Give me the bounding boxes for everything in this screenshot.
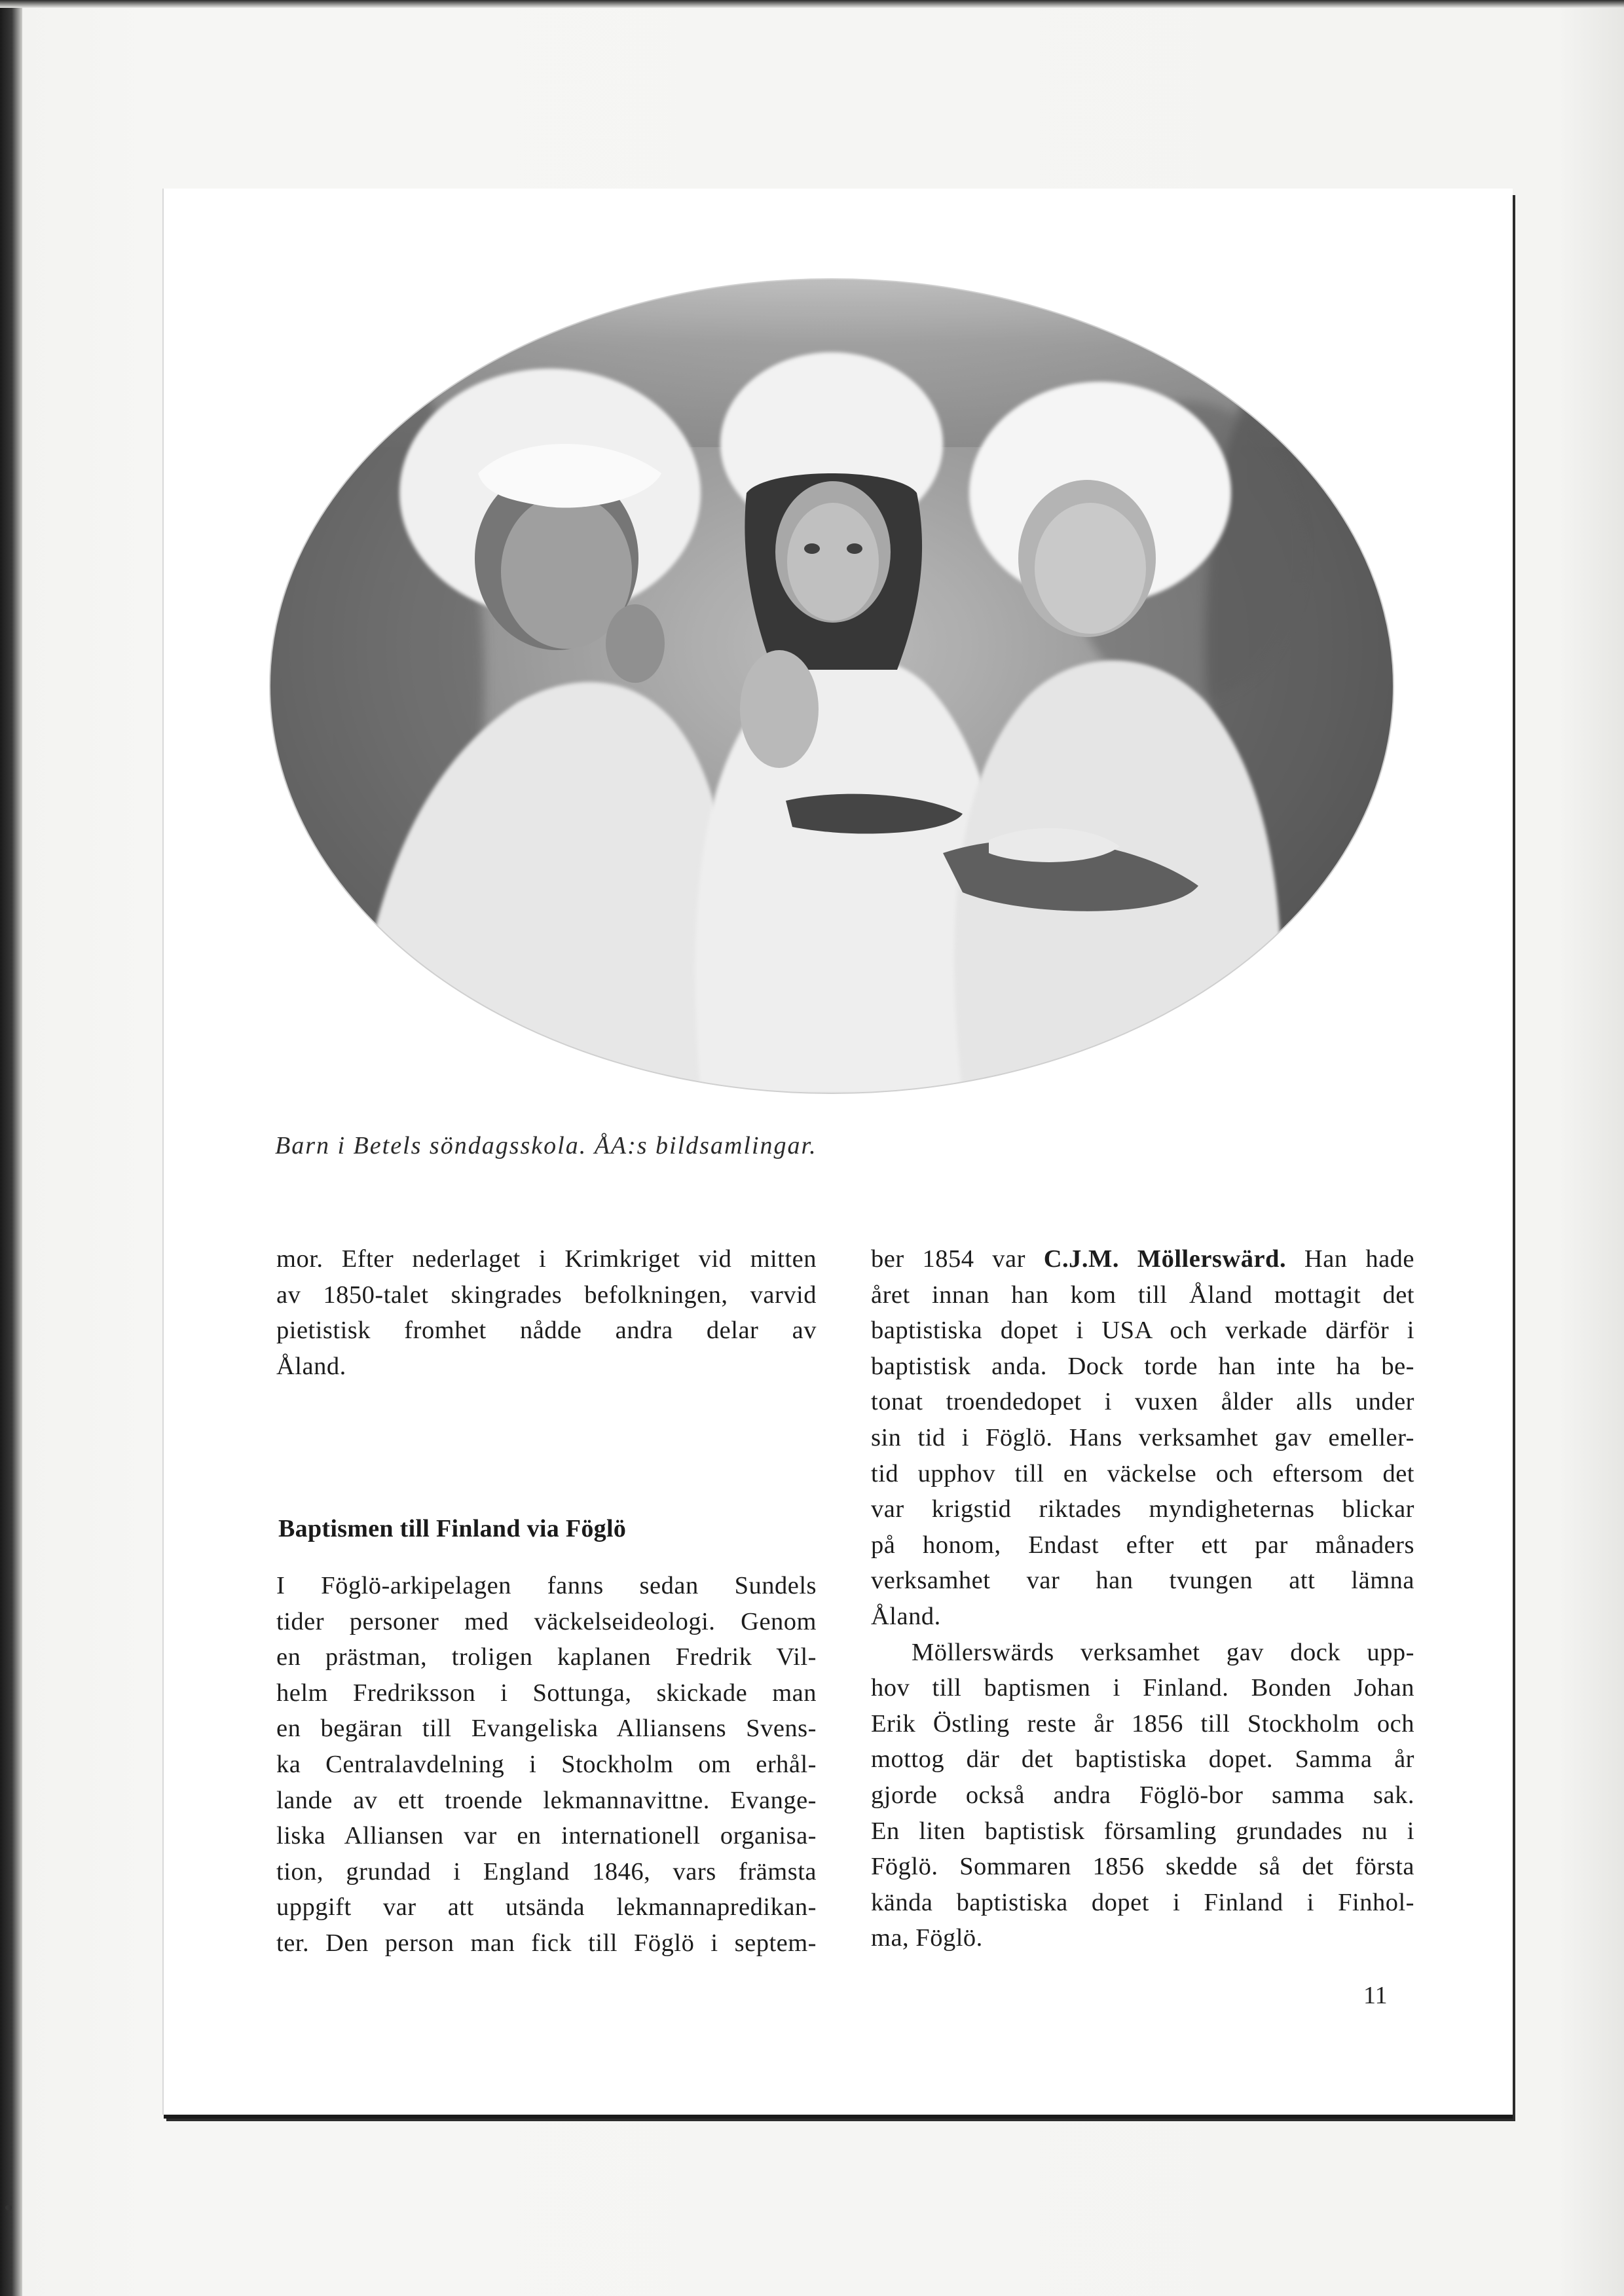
text-line: I Föglö-arkipelagen fanns sedan Sundels — [276, 1572, 817, 1599]
text-line: helm Fredriksson i Sottunga, skickade man — [276, 1679, 817, 1707]
text-line: tid upphov till en väckelse och eftersom det — [871, 1459, 1414, 1487]
text-line: Möllerswärds verksamhet gav dock upp- — [912, 1638, 1414, 1666]
text-line: Åland. — [871, 1602, 941, 1630]
text-line-with-name — [871, 1241, 1414, 1277]
text-line: var krigstid riktades myndigheternas blickar — [871, 1495, 1414, 1523]
text-line: en begäran till Evangeliska Alliansens Svens- — [276, 1715, 817, 1743]
text-line: mottog där det baptistiska dopet. Samma år — [871, 1745, 1414, 1774]
text-line: lande av ett troende lekmannavittne. Evange- — [276, 1786, 817, 1814]
scan-top-edge — [0, 0, 1624, 8]
text-line: Åland. — [276, 1352, 346, 1380]
text-line: på honom, Endast efter ett par månaders — [871, 1531, 1414, 1559]
text-line: året innan han kom till Åland mottagit det — [871, 1281, 1414, 1309]
oval-portrait-photo — [268, 277, 1395, 1095]
text-line: sin tid i Föglö. Hans verksamhet gav emeller- — [871, 1423, 1414, 1451]
right-column — [871, 1241, 1414, 1956]
booklet-page — [164, 189, 1513, 2115]
text-line: En liten baptistisk församling grundades nu i — [871, 1817, 1414, 1845]
text-line: tion, grundad i England 1846, vars främsta — [276, 1857, 817, 1886]
text-fragment: Han hade — [1286, 1245, 1414, 1273]
left-column-paragraph-1 — [276, 1241, 817, 1384]
scan-left-edge — [0, 0, 22, 2296]
scan-speck — [5, 2205, 12, 2210]
text-line: av 1850-talet skingrades befolkningen, varvid — [276, 1281, 817, 1309]
text-line: hov till baptismen i Finland. Bonden Johan — [871, 1674, 1414, 1702]
text-line: uppgift var att utsända lekmannapredikan- — [276, 1893, 817, 1922]
page-number: 11 — [1363, 1982, 1388, 2009]
text-line: pietistisk fromhet nådde andra delar av — [276, 1317, 817, 1345]
text-line: ka Centralavdelning i Stockholm om erhål- — [276, 1750, 817, 1778]
text-line: tider personer med väckelseideologi. Genom — [276, 1607, 817, 1635]
text-line: tonat troendedopet i vuxen ålder alls under — [871, 1388, 1414, 1416]
text-line: gjorde också andra Föglö-bor samma sak. — [871, 1781, 1414, 1809]
text-line: baptistisk anda. Dock torde han inte ha be- — [871, 1352, 1414, 1380]
text-line: verksamhet var han tvungen att lämna — [871, 1567, 1414, 1595]
text-line: kända baptistiska dopet i Finland i Finhol- — [871, 1888, 1414, 1916]
text-line: mor. Efter nederlaget i Krimkriget vid mitten — [276, 1245, 817, 1273]
text-line: en prästman, troligen kaplanen Fredrik Vil- — [276, 1643, 817, 1671]
person-name: C.J.M. Möllerswärd. — [1043, 1245, 1287, 1273]
text-line: liska Alliansen var en internationell organisa- — [276, 1822, 817, 1850]
photo-caption: Barn i Betels söndagsskola. ÅA:s bildsamlingar. — [275, 1132, 817, 1159]
left-column-paragraph-2 — [276, 1568, 817, 1961]
text-line: ma, Föglö. — [871, 1924, 983, 1952]
text-line: Erik Östling reste år 1856 till Stockholm och — [871, 1709, 1414, 1738]
text-line: ter. Den person man fick till Föglö i septem- — [276, 1929, 817, 1957]
text-line: baptistiska dopet i USA och verkade därför i — [871, 1317, 1414, 1345]
section-heading: Baptismen till Finland via Föglö — [278, 1515, 627, 1542]
text-fragment: ber 1854 var — [871, 1245, 1044, 1273]
text-line: Föglö. Sommaren 1856 skedde så det första — [871, 1853, 1414, 1881]
